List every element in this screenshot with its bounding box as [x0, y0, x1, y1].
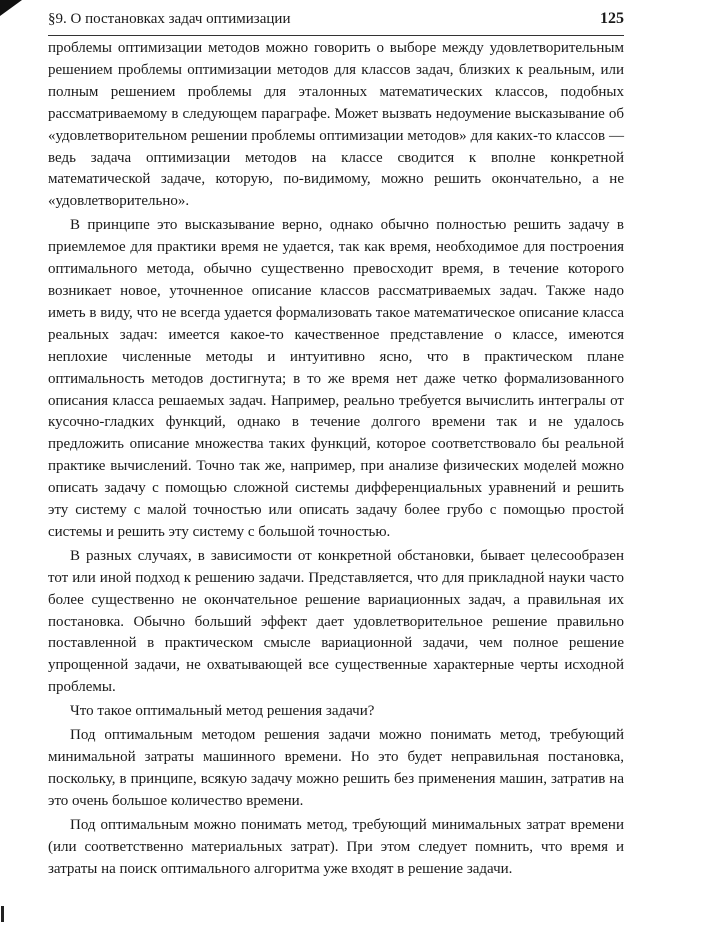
paragraph: проблемы оптимизации методов можно говорить о выборе между удовлетворительным решением проблемы оптимизации методов для классов задач, близких к реальным, или полным решением проблемы для эталонных математических классов, подобных рассматриваемому в следующем параграфе. Может вызвать недоумение высказывание об «удовлетворительном решении проблемы оптимизации методов» для каких-то классов — ведь задача оптимизации методов на классе сводится к вполне конкретной математической задаче, которую, по-видимому, можно решить окончательно, а не «удовлетворительно».: [48, 40, 624, 210]
paragraph: В принципе это высказывание верно, однако обычно полностью решить задачу в приемлемое для практики время не удается, так как время, необходимое для построения оптимального метода, обычно существенно превосходит время, в течение которого возникает новое, уточненное описание классов рассматриваемых задач. Также надо иметь в виду, что не всегда удается формализовать такое математическое описание класса реальных задач: имеется какое-то качественное представление о классе, имеются неплохие численные методы и интуитивно ясно, что в практическом плане оптимальность методов достигнута; в то же время нет даже четко формализованного описания класса решаемых задач. Например, реально требуется вычислить интегралы от кусочно-гладких функций, однако в течение долгого времени так и не удалось предложить описание множества таких функций, которое соответствовало бы реальной практике вычислений. Точно так же, например, при анализе физических моделей можно описать задачу с помощью сложной системы дифференциальных уравнений и решить эту систему с малой точностью или описать задачу более грубо с помощью простой системы и решить эту систему с большой точностью.: [48, 217, 624, 540]
page-number: 125: [600, 10, 624, 27]
scan-edge-mark: [1, 906, 4, 922]
question-line: Что такое оптимальный метод решения задачи?: [70, 703, 375, 720]
paragraph: Под оптимальным можно понимать метод, требующий минимальных затрат времени (или соответственно материальных затрат). При этом следует помнить, что время и затраты на поиск оптимального алгоритма уже входят в решение задачи.: [48, 816, 624, 877]
paragraph: Под оптимальным методом решения задачи можно понимать метод, требующий минимальной затраты машинного времени. Но это будет неправильная постановка, поскольку, в принципе, всякую задачу можно решить без применения машин, затратив на это очень большое количество времени.: [48, 727, 624, 809]
scan-corner-mark: [0, 0, 22, 16]
paragraph: В разных случаях, в зависимости от конкретной обстановки, бывает целесообразен тот или иной подход к решению задачи. Представляется, что для прикладной науки часто более существенно не окончательное решение вариационных задач, а правильная их постановка. Обычно больший эффект дает удовлетворительное решение правильно поставленной в практическом смысле вариационной задачи, чем полное решение упрощенной задачи, не охватывающей все существенные характерные черты исходной проблемы.: [48, 547, 624, 696]
section-title: §9. О постановках задач оптимизации: [48, 11, 291, 27]
running-head: [48, 10, 624, 28]
page-body: [48, 38, 624, 880]
header-rule: [48, 35, 624, 36]
